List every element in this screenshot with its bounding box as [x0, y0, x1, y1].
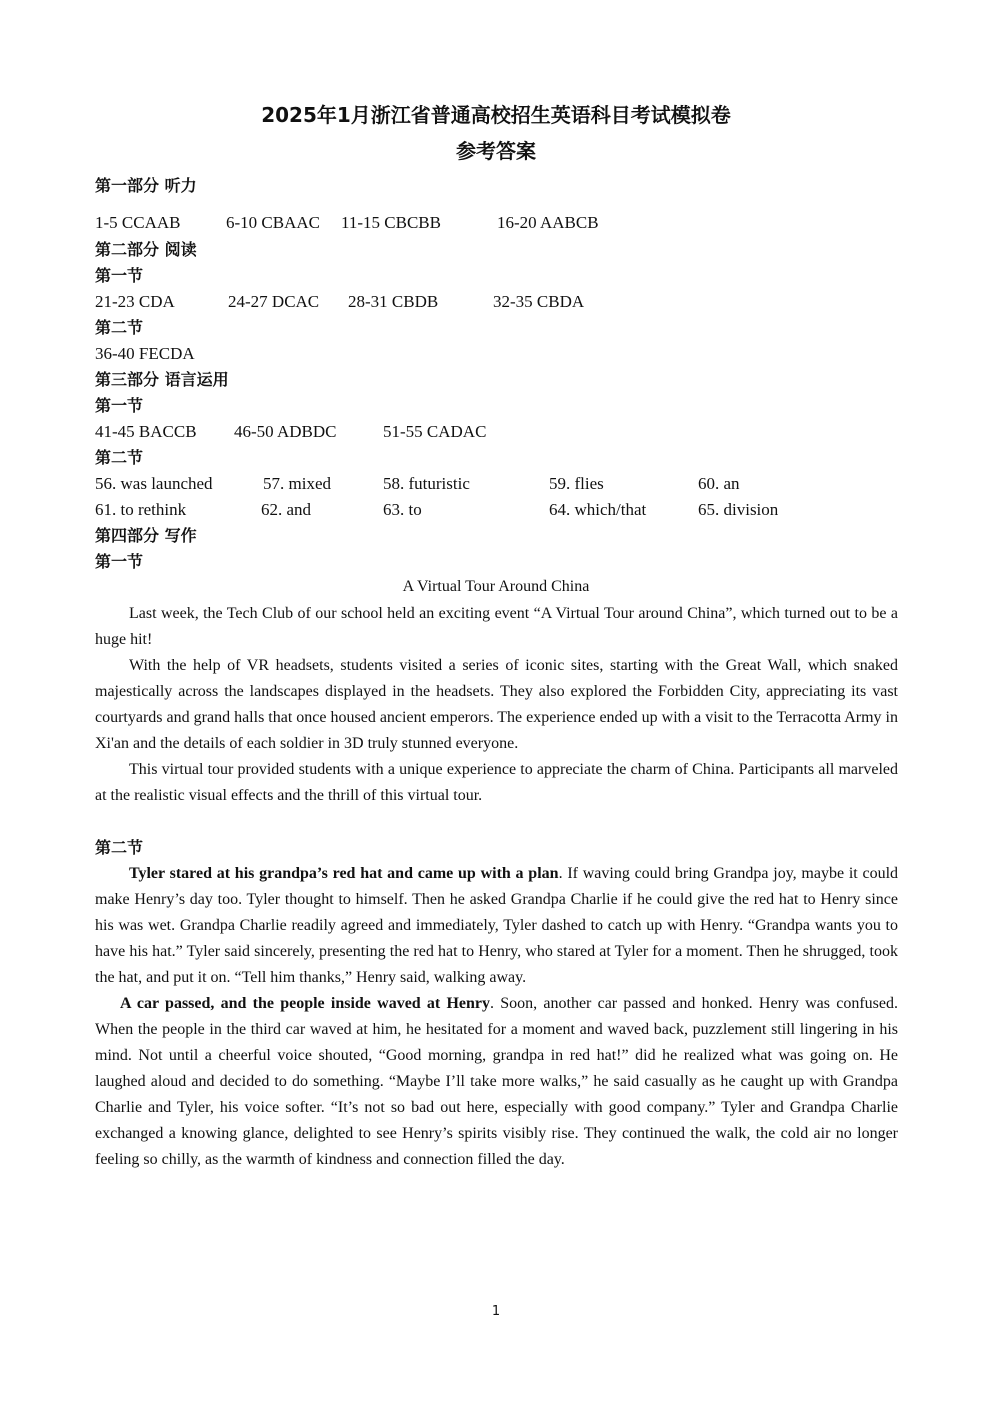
answer-item: 61. to rethink: [95, 500, 187, 519]
story-paragraph: [95, 861, 898, 991]
answer-group: 24-27 DCAC: [228, 292, 320, 311]
part3-section1-heading: 第一节: [95, 396, 144, 415]
story-lead-sentence: A car passed, and the people inside waved at Henry: [120, 995, 491, 1012]
part4-heading: 第四部分 写作: [95, 526, 197, 545]
page-number: 1: [491, 1304, 501, 1319]
story-text: . If waving could bring Grandpa joy, maybe it could make Henry’s day too. Tyler thought to himself. Then he asked Grandpa Charlie if he could give the red hat to Henry since his was wet. Grandpa Charlie readily agreed and immediately, Tyler dashed to catch up with Henry. “Grandpa wants you to have his hat.” Tyler said sincerely, presenting the red hat to Henry, who stared at Tyler for a moment. Then he shrugged, took the hat, and put it on. “Tell him thanks,” Henry said, walking away.: [95, 865, 899, 986]
answer-group: 11-15 CBCBB: [341, 213, 441, 232]
essay-paragraph: With the help of VR headsets, students visited a series of iconic sites, starting with the Great Wall, which snaked majestically across the landscapes displayed in the headsets. They also explored the Forbidden City, appreciating its vast courtyards and grand halls that once housed ancient emperors. The experience ended up with a visit to the Terracotta Army in Xi'an and the details of each soldier in 3D truly stunned everyone.: [95, 657, 898, 752]
part2-heading: 第二部分 阅读: [95, 240, 197, 259]
answer-group: 16-20 AABCB: [497, 213, 599, 232]
answer-group: 32-35 CBDA: [493, 292, 585, 311]
answer-item: 63. to: [383, 500, 422, 519]
answer-group: 41-45 BACCB: [95, 422, 197, 441]
answer-item: 56. was launched: [95, 474, 213, 493]
answer-group: 1-5 CCAAB: [95, 213, 181, 232]
answer-group: 46-50 ADBDC: [234, 422, 337, 441]
answer-item: 62. and: [261, 500, 312, 519]
answer-item: 64. which/that: [549, 500, 647, 519]
part3-heading: 第三部分 语言运用: [95, 370, 229, 389]
essay-paragraph: Last week, the Tech Club of our school held an exciting event “A Virtual Tour around China”, which turned out to be a huge hit!: [95, 605, 898, 648]
story-text: . Soon, another car passed and honked. Henry was confused. When the people in the third car waved at him, he hesitated for a moment and waved back, puzzlement still lingering in his mind. Not until a cheerful voice shouted, “Good morning, grandpa in red hat!” did he realized what was going on. He laughed aloud and decided to do something. “Maybe I’ll take more walks,” he said casually as he caught up with Grandpa Charlie and Tyler, his voice softer. “It’s not so bad out here, especially with good company.” Tyler and Grandpa Charlie exchanged a knowing glance, delighted to see Henry’s spirits visibly rise. They continued the walk, the cold air no longer feeling so chilly, as the warmth of kindness and connection filled the day.: [95, 995, 899, 1168]
answer-group: 51-55 CADAC: [383, 422, 487, 441]
answer-item: 59. flies: [549, 474, 604, 493]
answer-group: 21-23 CDA: [95, 292, 175, 311]
essay-title: A Virtual Tour Around China: [402, 578, 590, 595]
essay-paragraph: This virtual tour provided students with a unique experience to appreciate the charm of China. Participants all marveled at the realistic visual effects and the thrill of this virtual tour.: [95, 761, 898, 804]
story-lead-sentence: Tyler stared at his grandpa’s red hat and came up with a plan: [129, 865, 559, 882]
answer-group: 28-31 CBDB: [348, 292, 439, 311]
part1-heading: 第一部分 听力: [95, 176, 197, 195]
document-title: 2025年1月浙江省普通高校招生英语科目考试模拟卷: [261, 103, 731, 127]
answer-item: 65. division: [698, 500, 779, 519]
part2-section1-heading: 第一节: [95, 266, 144, 285]
story-paragraph: [95, 991, 898, 1173]
part2-section2-heading: 第二节: [95, 318, 144, 337]
answer-group: 36-40 FECDA: [95, 344, 195, 363]
answer-item: 57. mixed: [263, 474, 331, 493]
answer-item: 58. futuristic: [383, 474, 470, 493]
answer-group: 6-10 CBAAC: [226, 213, 320, 232]
answer-item: 60. an: [698, 474, 740, 493]
part4-section1-heading: 第一节: [95, 552, 144, 571]
document-subtitle: 参考答案: [456, 139, 536, 163]
part4-section2-heading: 第二节: [95, 838, 144, 857]
part3-section2-heading: 第二节: [95, 448, 144, 467]
